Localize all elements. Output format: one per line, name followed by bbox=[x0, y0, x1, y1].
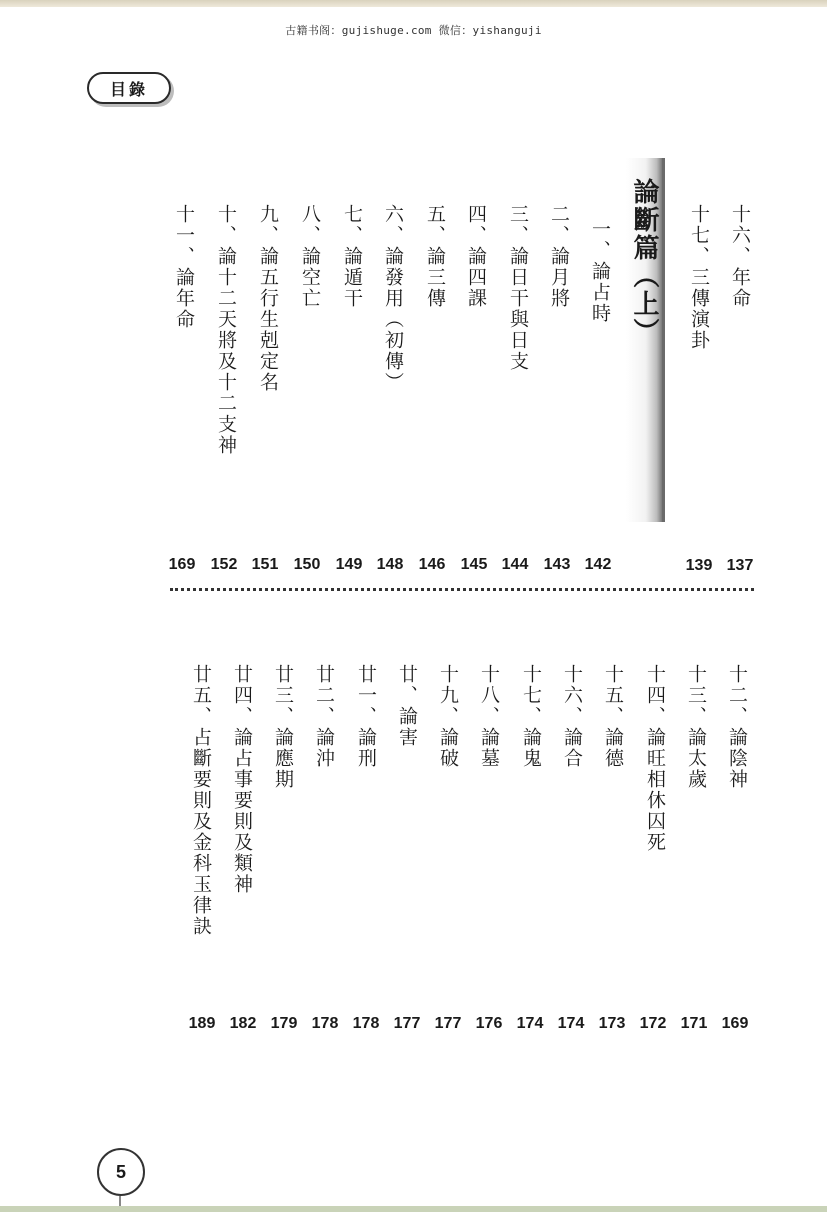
toc-entry-title: 十四、論旺相休囚死 bbox=[644, 664, 666, 853]
toc-entry-page: 178 bbox=[311, 1015, 339, 1032]
toc-entry-page: 151 bbox=[251, 556, 279, 573]
toc-entry-title: 十一、論年命 bbox=[173, 204, 195, 330]
toc-entry-title: 十、論十二天將及十二支神 bbox=[215, 204, 237, 456]
toc-entry-page: 174 bbox=[557, 1015, 585, 1032]
toc-entry-title: 六、論發用（初傳） bbox=[382, 204, 404, 393]
toc-entry-page: 169 bbox=[168, 556, 196, 573]
toc-entry-page: 142 bbox=[584, 556, 612, 573]
dotted-divider bbox=[170, 588, 754, 591]
toc-entry-page: 139 bbox=[685, 557, 713, 574]
toc-entry-title: 十七、三傳演卦 bbox=[688, 204, 710, 351]
toc-entry-title: 十九、論破 bbox=[437, 664, 459, 769]
toc-entry-page: 174 bbox=[516, 1015, 544, 1032]
toc-entry-title: 八、論空亡 bbox=[299, 204, 321, 309]
toc-entry-title: 四、論四課 bbox=[465, 204, 487, 309]
toc-entry-title: 十五、論德 bbox=[602, 664, 624, 769]
toc-entry-title: 九、論五行生剋定名 bbox=[257, 204, 279, 393]
toc-entry-title: 廿四、論占事要則及類神 bbox=[231, 664, 253, 895]
toc-entry-page: 169 bbox=[721, 1015, 749, 1032]
toc-entry-page: 179 bbox=[270, 1015, 298, 1032]
toc-entry-page: 189 bbox=[188, 1015, 216, 1032]
section-banner bbox=[626, 158, 665, 522]
toc-entry-page: 177 bbox=[393, 1015, 421, 1032]
toc-entry-title: 三、論日干與日支 bbox=[507, 204, 529, 372]
toc-entry-title: 廿二、論沖 bbox=[313, 664, 335, 769]
toc-entry-page: 146 bbox=[418, 556, 446, 573]
page-number bbox=[97, 1148, 145, 1196]
toc-entry-title: 十三、論太歲 bbox=[685, 664, 707, 790]
toc-entry-page: 176 bbox=[475, 1015, 503, 1032]
toc-entry-title: 十七、論鬼 bbox=[520, 664, 542, 769]
bottom-border bbox=[0, 1206, 827, 1212]
toc-entry-page: 152 bbox=[210, 556, 238, 573]
toc-entry-page: 177 bbox=[434, 1015, 462, 1032]
toc-entry-page: 144 bbox=[501, 556, 529, 573]
contents-tab bbox=[87, 72, 171, 104]
toc-entry-page: 149 bbox=[335, 556, 363, 573]
toc-entry-title: 廿、論害 bbox=[396, 664, 418, 748]
contents-tab-label: 目錄 bbox=[109, 79, 148, 99]
toc-entry-page: 143 bbox=[543, 556, 571, 573]
toc-entry-title: 二、論月將 bbox=[548, 204, 570, 309]
section-title: 論斷篇（上） bbox=[629, 178, 659, 346]
page-number-text: 5 bbox=[115, 1161, 126, 1182]
toc-entry-page: 182 bbox=[229, 1015, 257, 1032]
toc-entry-title: 十六、年命 bbox=[729, 204, 751, 309]
toc-entry-title: 十八、論墓 bbox=[478, 664, 500, 769]
toc-entry-title: 十六、論合 bbox=[561, 664, 583, 769]
toc-entry-page: 172 bbox=[639, 1015, 667, 1032]
toc-entry-page: 171 bbox=[680, 1015, 708, 1032]
toc-entry-page: 145 bbox=[460, 556, 488, 573]
toc-entry-page: 137 bbox=[726, 557, 754, 574]
toc-entry-page: 150 bbox=[293, 556, 321, 573]
toc-entry-title: 七、論遁干 bbox=[341, 204, 363, 309]
toc-entry-title: 一、論占時 bbox=[589, 219, 611, 324]
toc-entry-page: 148 bbox=[376, 556, 404, 573]
watermark-text: 古籍书阁：gujishuge.com 微信：yishanguji bbox=[285, 24, 542, 37]
toc-entry-title: 十二、論陰神 bbox=[726, 664, 748, 790]
toc-entry-page: 173 bbox=[598, 1015, 626, 1032]
toc-entry-title: 五、論三傳 bbox=[424, 204, 446, 309]
toc-entry-title: 廿一、論刑 bbox=[355, 664, 377, 769]
toc-entry-title: 廿三、論應期 bbox=[272, 664, 294, 790]
toc-entry-page: 178 bbox=[352, 1015, 380, 1032]
toc-entry-title: 廿五、占斷要則及金科玉律訣 bbox=[190, 664, 212, 937]
top-border bbox=[0, 0, 827, 7]
